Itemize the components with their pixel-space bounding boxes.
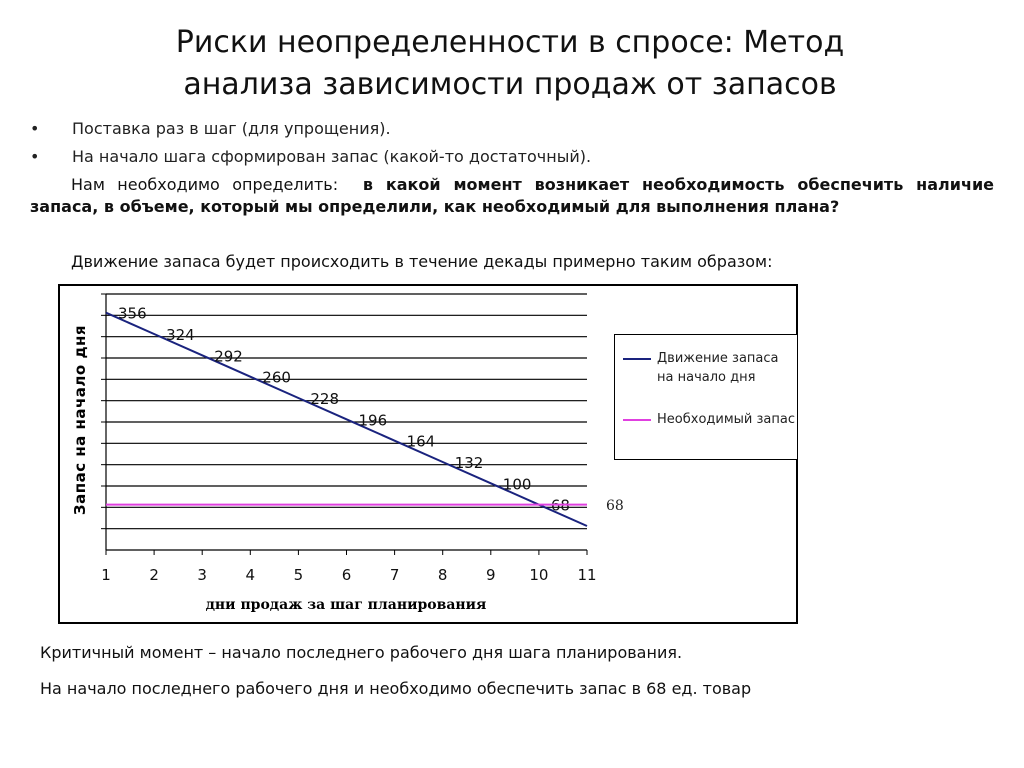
data-label: 68 — [550, 496, 570, 515]
bullet-text: Поставка раз в шаг (для упрощения). — [72, 119, 391, 138]
data-label: 164 — [406, 432, 436, 451]
stock-movement-line — [106, 313, 587, 526]
data-label: 324 — [166, 326, 195, 344]
bullet-marker: • — [30, 119, 40, 138]
x-tick-label: 1 — [101, 566, 111, 584]
question-bold: в какой момент возникает необходимость обеспечить наличие запаса, в объеме, который мы определили, как необходимый для выполнения плана? — [30, 175, 995, 216]
data-label: 292 — [214, 347, 243, 366]
x-tick-label: 3 — [197, 566, 207, 584]
data-label: 132 — [454, 454, 484, 472]
chart-legend — [614, 334, 798, 460]
bullet-marker: • — [30, 147, 40, 166]
critical-moment-text: Критичный момент – начало последнего рабочего дня шага планирования. — [40, 643, 683, 662]
x-tick-label: 6 — [341, 566, 352, 584]
legend-label-required: Необходимый запас — [657, 412, 795, 427]
x-tick-label: 5 — [293, 566, 304, 584]
title-line-2: анализа зависимости продаж от запасов — [183, 67, 837, 102]
data-label: 228 — [310, 390, 340, 408]
legend-swatch-stock — [623, 358, 651, 360]
x-tick-label: 4 — [245, 566, 256, 584]
required-stock-label: 68 — [606, 498, 624, 514]
movement-intro: Движение запаса будет происходить в течение декады примерно таким образом: — [71, 252, 773, 271]
question-lead: Нам необходимо определить: — [71, 175, 339, 194]
legend-label-stock: Движение запаса на начало дня — [657, 351, 779, 385]
x-tick-label: 9 — [486, 566, 496, 584]
y-axis-title: Запас на начало дня — [71, 324, 89, 516]
x-tick-label: 8 — [437, 566, 448, 584]
x-tick-label: 2 — [149, 566, 159, 584]
x-tick-label: 10 — [529, 566, 549, 584]
legend-swatch-required — [623, 419, 651, 421]
data-label: 100 — [502, 475, 532, 494]
x-tick-label: 11 — [577, 566, 597, 584]
title-line-1: Риски неопределенности в спросе: Метод — [175, 25, 845, 60]
x-axis-title: дни продаж за шаг планирования — [205, 597, 487, 613]
data-label: 356 — [118, 304, 147, 323]
conclusion-text: На начало последнего рабочего дня и необходимо обеспечить запас в 68 ед. товар — [40, 679, 752, 698]
data-label: 260 — [262, 368, 291, 387]
x-tick-label: 7 — [389, 566, 400, 584]
data-label: 196 — [358, 411, 388, 430]
bullet-text: На начало шага сформирован запас (какой-то достаточный). — [72, 147, 592, 166]
